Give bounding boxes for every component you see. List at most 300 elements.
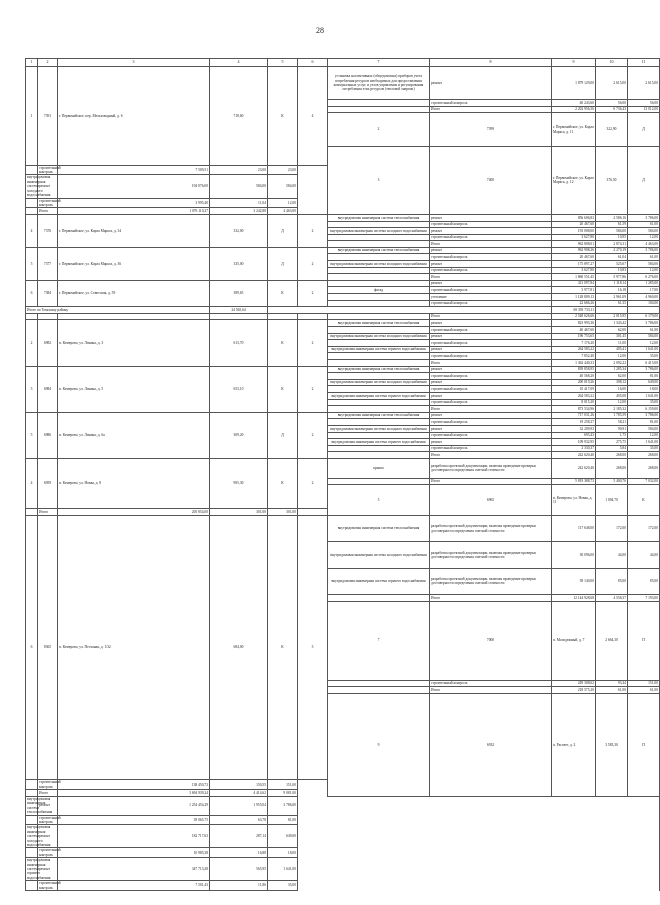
header-cell: 6: [298, 59, 328, 67]
max-unit-cost: 44,00: [628, 542, 660, 568]
unit-cost: 405,41: [596, 346, 628, 353]
cost-value: 8 015,20: [552, 399, 596, 406]
max-unit-cost: 301,00: [268, 509, 298, 516]
work-type: ремонт: [430, 392, 552, 399]
max-unit-cost: 3 786,00: [268, 796, 298, 815]
repair-system: [26, 198, 38, 208]
cost-value: 117 648,00: [552, 515, 596, 541]
house-address: г. Первомайское, ул. Карла Маркса, д. 34: [58, 214, 210, 247]
cost-value: 200 019,26: [552, 379, 596, 386]
repair-system: [328, 680, 430, 687]
cost-value: 242 620,40: [552, 452, 596, 459]
cost-value: 249 308,62: [552, 680, 596, 687]
work-type: ремонт: [430, 280, 552, 287]
repair-system: внутридомовая инженерная система холодного водоснабжения: [27, 825, 51, 847]
cost-value: 264 583,22: [552, 392, 596, 399]
house-area: 2 664,30: [596, 601, 628, 680]
max-unit-cost: 104,00: [628, 300, 660, 307]
unit-cost: 405,08: [596, 392, 628, 399]
max-unit-cost: 4 463,00: [268, 208, 298, 215]
unit-cost: 61,00: [596, 687, 628, 694]
row-number: 5: [26, 412, 38, 458]
table-row: [26, 848, 660, 858]
material-code: К: [268, 366, 298, 412]
unit-cost: 565,95: [210, 858, 268, 881]
repair-system: внутридомовая инженерная система теплоснабжения: [328, 320, 430, 327]
house-area: 684,00: [210, 515, 268, 780]
repair-system: [328, 313, 430, 320]
repair-system: внутридомовая инженерная система горячего водоснабжения: [328, 346, 430, 353]
subtotal-area: 24 565,64: [210, 307, 268, 314]
cost-value: 264 583,22: [552, 346, 596, 353]
max-unit-cost: 9 081,00: [268, 790, 298, 797]
floors: [298, 313, 328, 320]
cost-value: 10 417,09: [552, 386, 596, 393]
unit-cost: 2 615,00: [596, 67, 628, 100]
house-area: 613,70: [210, 320, 268, 366]
material-code: П: [628, 693, 660, 796]
max-unit-cost: 18,00: [628, 386, 660, 393]
material-code: К: [268, 458, 298, 508]
cost-value: 40 467,60: [552, 327, 596, 334]
table-row: [26, 796, 660, 815]
unit-cost: 1 343,42: [596, 320, 628, 327]
floors: 3: [298, 515, 328, 780]
table-row: [26, 214, 660, 221]
material-code: К: [268, 280, 298, 306]
house-area: 322,90: [596, 113, 628, 147]
unit-cost: 2 270,19: [596, 247, 628, 254]
table-row: [26, 280, 660, 287]
cost-value: 962 808,01: [552, 241, 596, 248]
unit-cost: 5 977,86: [596, 274, 628, 281]
empty-cell: [628, 307, 660, 314]
max-unit-cost: 6 415,00: [628, 359, 660, 366]
cost-value: 194 076,00: [58, 175, 210, 198]
house-id: 6965: [430, 485, 552, 516]
unit-cost: 2 874,31: [596, 241, 628, 248]
work-type: строительный контроль: [430, 221, 552, 228]
work-type: ремонт: [430, 439, 552, 446]
unit-cost: 301,00: [210, 509, 268, 516]
repair-system: внутридомовая инженерная система горячего водоснабжения: [328, 568, 430, 594]
work-type: Итого: [430, 241, 552, 248]
max-unit-cost: 4 960,00: [628, 294, 660, 301]
repair-system: [328, 478, 430, 485]
cost-value: 873 534,96: [552, 406, 596, 413]
work-type: ремонт: [430, 425, 552, 432]
unit-cost: 61,35: [596, 300, 628, 307]
header-cell: 8: [430, 59, 552, 67]
house-address: п. Кемерово, ул. Новая, д. 8: [58, 458, 210, 508]
repair-system: [328, 241, 430, 248]
row-number: 2: [328, 113, 430, 147]
unit-cost: 525,07: [596, 261, 628, 268]
house-address: [58, 313, 210, 320]
cost-value: 30 096,00: [552, 542, 596, 568]
house-address: п. Кемерово, ул. Ленина, д. 3: [58, 320, 210, 366]
row-number: 6: [26, 280, 38, 306]
repair-system: внутридомовая инженерная система горячего водоснабжения: [27, 858, 51, 880]
max-unit-cost: 61,00: [628, 221, 660, 228]
unit-cost: 4 558,37: [596, 595, 628, 602]
row-number: 5: [26, 247, 38, 280]
cost-value: 1 362 440,33: [552, 359, 596, 366]
house-address: п. Молодежный, д. 7: [552, 601, 596, 680]
max-unit-cost: 18,00: [268, 848, 298, 858]
empty-cell: [268, 307, 552, 314]
work-type: строительный контроль: [430, 340, 552, 347]
house-area: [210, 313, 268, 320]
work-type: ремонт: [430, 320, 552, 327]
repair-system: внутридомовая инженерная система теплоснабжения: [328, 515, 430, 541]
unit-cost: 23,00: [210, 165, 268, 175]
house-id: 8365: [38, 515, 58, 780]
table-row: [26, 247, 660, 254]
table-row: [26, 458, 660, 478]
cost-value: 58 140,00: [552, 568, 596, 594]
max-unit-cost: 81,00: [628, 373, 660, 380]
max-unit-cost: 85,00: [628, 568, 660, 594]
repair-system: установка коллективных (общедомовых) приборов учета потребления ресурсов необходимых для предоставления коммунальных услуг, и узлов управления и регулирования потребления этих ресурсов (тепловой энергии): [328, 67, 430, 100]
work-type: строительный контроль: [39, 198, 61, 207]
cost-value: 242 620,40: [552, 458, 596, 478]
floors: 2: [298, 320, 328, 366]
unit-cost: 2 015,95: [596, 313, 628, 320]
repair-system: [328, 274, 430, 281]
max-unit-cost: 61,00: [628, 327, 660, 334]
max-unit-cost: 81,00: [268, 815, 298, 825]
work-type: ремонт: [38, 175, 58, 198]
unit-cost: 1 118,14: [596, 280, 628, 287]
repair-system: [328, 432, 430, 439]
max-unit-cost: 61,00: [628, 254, 660, 261]
unit-cost: 4 414,62: [210, 790, 268, 797]
unit-cost: 2 961,09: [596, 294, 628, 301]
floors: 4: [298, 67, 328, 166]
header-cell: 9: [552, 59, 596, 67]
table-row: [26, 67, 660, 100]
max-unit-cost: 1 641,00: [628, 439, 660, 446]
row-number: 9: [328, 693, 430, 796]
unit-cost: 287,14: [210, 825, 268, 848]
table-row: [26, 815, 660, 825]
work-type: строительный контроль: [430, 287, 552, 294]
unit-cost: 62,00: [596, 327, 628, 334]
cost-value: 1 879 129,00: [552, 67, 596, 100]
max-unit-cost: 17,00: [628, 287, 660, 294]
repair-system: [328, 406, 430, 413]
unit-cost: 268,00: [596, 452, 628, 459]
unit-cost: 1 955,04: [210, 796, 268, 815]
work-type: Итого: [38, 509, 58, 516]
house-address: г. Первомайское, ул. Карла Маркса, д. 11: [552, 113, 596, 147]
unit-cost: 11,00: [596, 340, 628, 347]
table-row: [26, 881, 660, 891]
work-type: Итого: [430, 106, 552, 113]
cost-value: 175 897,27: [552, 261, 596, 268]
work-type: Итого: [430, 359, 552, 366]
repair-system: [328, 687, 430, 694]
work-type: строительный контроль: [430, 353, 552, 360]
row-number: 4: [26, 458, 38, 508]
max-unit-cost: 151,00: [628, 680, 660, 687]
work-type: строительный контроль: [430, 386, 552, 393]
repair-system: [328, 353, 430, 360]
unit-cost: 16,18: [596, 287, 628, 294]
cost-value: 2 548 626,66: [552, 313, 596, 320]
work-type: ремонт: [38, 858, 58, 881]
unit-cost: 93,44: [596, 680, 628, 687]
repair-system: внутридомовая инженерная система холодного водоснабжения: [328, 333, 430, 340]
unit-cost: 85,00: [596, 568, 628, 594]
cost-value: 2 202 956,56: [552, 106, 596, 113]
work-type: Итого: [430, 595, 552, 602]
work-type: ремонт: [38, 825, 58, 848]
unit-cost: 56,00: [596, 100, 628, 107]
cost-value: 839 858,95: [552, 366, 596, 373]
repair-system: [328, 340, 430, 347]
table-row: [26, 858, 660, 881]
cost-value: 3 694 939,24: [58, 790, 210, 797]
repair-system: [328, 595, 430, 602]
max-unit-cost: 2 615,00: [628, 67, 660, 100]
max-unit-cost: 3 786,00: [628, 320, 660, 327]
work-type: ремонт: [430, 67, 552, 100]
unit-cost: 150,55: [210, 780, 268, 790]
empty-cell: [596, 307, 628, 314]
cost-value: 2 330,37: [552, 445, 596, 452]
work-type: Итого: [430, 687, 552, 694]
cost-value: 12 144 928,68: [552, 595, 596, 602]
max-unit-cost: 151,00: [268, 780, 298, 790]
cost-value: 3 995,40: [58, 198, 210, 208]
row-number: 7: [328, 601, 430, 680]
unit-cost: 11,04: [210, 198, 268, 208]
header-cell: 1: [26, 59, 38, 67]
work-type: строительный контроль: [430, 267, 552, 274]
house-address: п. Кемерово, ул. Ленина, д. 5: [58, 366, 210, 412]
work-type: строительный контроль: [430, 234, 552, 241]
max-unit-cost: 61,00: [628, 687, 660, 694]
material-code: Д: [628, 147, 660, 215]
repair-system: [328, 294, 430, 301]
max-unit-cost: 6 159,00: [628, 406, 660, 413]
unit-cost: 3 242,88: [210, 208, 268, 215]
cost-value: 39 065,75: [58, 815, 210, 825]
cost-value: 40 568,20: [552, 373, 596, 380]
cost-value: 20 467,60: [552, 221, 596, 228]
header-cell: 11: [628, 59, 660, 67]
repair-system: [328, 452, 430, 459]
max-unit-cost: 12,00: [628, 234, 660, 241]
max-unit-cost: 35,00: [628, 445, 660, 452]
work-type: Итого: [430, 478, 552, 485]
repair-system: [328, 100, 430, 107]
work-type: ремонт: [430, 379, 552, 386]
cost-value: 5 819 388,73: [552, 478, 596, 485]
repair-system: [328, 327, 430, 334]
row-number: 3: [328, 147, 430, 215]
max-unit-cost: 6 276,00: [628, 274, 660, 281]
max-unit-cost: 35,00: [628, 353, 660, 360]
max-unit-cost: 35,00: [268, 881, 298, 891]
cost-value: 7 852,40: [552, 353, 596, 360]
material-code: [268, 313, 298, 320]
cost-value: 19 258,37: [552, 419, 596, 426]
repair-system: внутридомовая инженерная система холодного водоснабжения: [328, 379, 430, 386]
unit-cost: 61,59: [596, 221, 628, 228]
repair-system: внутридомовая инженерная система горячего водоснабжения: [328, 439, 430, 446]
floors: 2: [298, 214, 328, 247]
material-code: К: [268, 515, 298, 780]
repair-system: [328, 106, 430, 113]
unit-cost: 16,00: [596, 386, 628, 393]
repair-system: внутридомовая инженерная система холодного водоснабжения: [27, 175, 51, 198]
repair-system: [26, 509, 38, 516]
work-type: строительный контроль: [430, 432, 552, 439]
max-unit-cost: 1 285,00: [628, 280, 660, 287]
house-area: 905,30: [210, 458, 268, 508]
floors: 2: [298, 458, 328, 508]
cost-value: 196 753,65: [552, 333, 596, 340]
unit-cost: 5 400,76: [596, 478, 628, 485]
header-cell: 3: [58, 59, 210, 67]
work-type: строительный контроль: [430, 445, 552, 452]
cost-value: 347 713,28: [58, 858, 210, 881]
cost-value: 823 993,36: [552, 320, 596, 327]
house-id: 6986: [38, 412, 58, 458]
cost-value: 20 467,60: [552, 254, 596, 261]
material-code: Д: [268, 247, 298, 280]
repair-system: [26, 165, 38, 175]
work-type: строительный контроль: [430, 680, 552, 687]
work-type: строительный контроль: [39, 881, 61, 890]
max-unit-cost: 35,00: [628, 399, 660, 406]
row-number: 2: [26, 320, 38, 366]
repair-system: [26, 208, 38, 215]
repair-system: [328, 280, 430, 287]
repair-system: [328, 386, 430, 393]
max-unit-cost: 1 641,00: [628, 346, 660, 353]
work-type: Итого: [430, 313, 552, 320]
work-type: строительный контроль: [430, 419, 552, 426]
cost-value: 693,43: [552, 432, 596, 439]
max-unit-cost: 13 012,00: [628, 106, 660, 113]
unit-cost: 584,00: [596, 228, 628, 235]
max-unit-cost: 649,00: [628, 379, 660, 386]
unit-cost: 6 736,43: [596, 106, 628, 113]
cost-value: 3 627,80: [552, 234, 596, 241]
max-unit-cost: 81,00: [628, 419, 660, 426]
house-id: 6959: [38, 458, 58, 508]
cost-value: 182 717,63: [58, 825, 210, 848]
work-type: разработка проектной документации, включая проведение проверки достоверности определения сметной стоимости: [430, 542, 552, 568]
floors: 2: [298, 366, 328, 412]
row-number: [26, 313, 38, 320]
work-type: ремонт: [430, 333, 552, 340]
repair-system: [26, 790, 38, 797]
max-unit-cost: 268,00: [628, 452, 660, 459]
cost-value: 138 450,73: [58, 780, 210, 790]
unit-cost: 584,00: [210, 175, 268, 198]
table-row: [26, 412, 660, 419]
table-row: [26, 320, 660, 327]
repair-system: внутридомовая инженерная система холодного водоснабжения: [328, 425, 430, 432]
house-area: 332,00: [210, 214, 268, 247]
house-id: 7376: [38, 214, 58, 247]
header-cell: 2: [38, 59, 58, 67]
work-type: строительный контроль: [39, 815, 61, 824]
house-address: г. Первомайское, ул. Карла Маркса, д. 36: [58, 247, 210, 280]
unit-cost: 62,00: [596, 373, 628, 380]
max-unit-cost: 268,00: [628, 458, 660, 478]
table-row: [26, 515, 660, 541]
table-row: [26, 825, 660, 848]
cost-value: 5 977,81: [552, 287, 596, 294]
unit-cost: 1 285,34: [596, 366, 628, 373]
house-address: г. Первомайское, ул. Карла Маркса, д. 12: [552, 147, 596, 215]
work-type: разработка проектной документации, включая проведение проверки достоверности определения сметной стоимости: [430, 568, 552, 594]
repair-system: внутридомовая инженерная система холодного водоснабжения: [328, 228, 430, 235]
cost-value: 7 176,20: [552, 340, 596, 347]
work-type: Итого: [430, 406, 552, 413]
unit-cost: 1,75: [596, 432, 628, 439]
cost-value: 1 076 110,27: [58, 208, 210, 215]
repair-system: внутридомовая инженерная система холодного водоснабжения: [328, 542, 430, 568]
house-id: 7384: [38, 280, 58, 306]
work-type: ремонт: [38, 796, 58, 815]
max-unit-cost: 3 786,00: [628, 366, 660, 373]
house-address: п. Рассвет, д. 2: [552, 693, 596, 796]
max-unit-cost: 584,00: [628, 228, 660, 235]
unit-cost: 1 785,59: [596, 412, 628, 419]
unit-cost: 10,83: [596, 267, 628, 274]
cost-value: 32 209,93: [552, 425, 596, 432]
repair-system: [328, 267, 430, 274]
cost-value: 40 243,60: [552, 100, 596, 107]
cost-value: 7 509,51: [58, 165, 210, 175]
table-row: [26, 313, 660, 320]
max-unit-cost: 12,00: [268, 198, 298, 208]
cost-value: 205 854,00: [58, 509, 210, 516]
house-id: 7400: [430, 147, 552, 215]
unit-cost: 44,00: [596, 542, 628, 568]
subtotal-label: Итого по Томскому району: [26, 307, 210, 314]
unit-cost: 63,78: [210, 815, 268, 825]
work-type: Итого: [430, 274, 552, 281]
repair-system: [328, 234, 430, 241]
work-type: разработка проектной документации, включая проведение проверки достоверности определения сметной стоимости: [430, 458, 552, 478]
unit-cost: 58,21: [596, 419, 628, 426]
cost-value: 1 128 809,13: [552, 294, 596, 301]
row-number: 4: [26, 214, 38, 247]
district-subtotal-row: [26, 307, 660, 314]
unit-cost: 172,00: [596, 515, 628, 541]
work-type: строительный контроль: [430, 254, 552, 261]
max-unit-cost: 56,00: [628, 100, 660, 107]
repair-system: [328, 359, 430, 366]
repair-system: [26, 848, 38, 858]
repair-system: [26, 881, 38, 891]
cost-value: 856 606,83: [552, 214, 596, 221]
house-id: 6932: [430, 693, 552, 796]
house-id: 7391: [38, 67, 58, 166]
material-code: Д: [268, 214, 298, 247]
subtotal-cost: 69 393 733,11: [552, 307, 596, 314]
material-code: К: [268, 320, 298, 366]
work-type: строительный контроль: [39, 165, 61, 175]
